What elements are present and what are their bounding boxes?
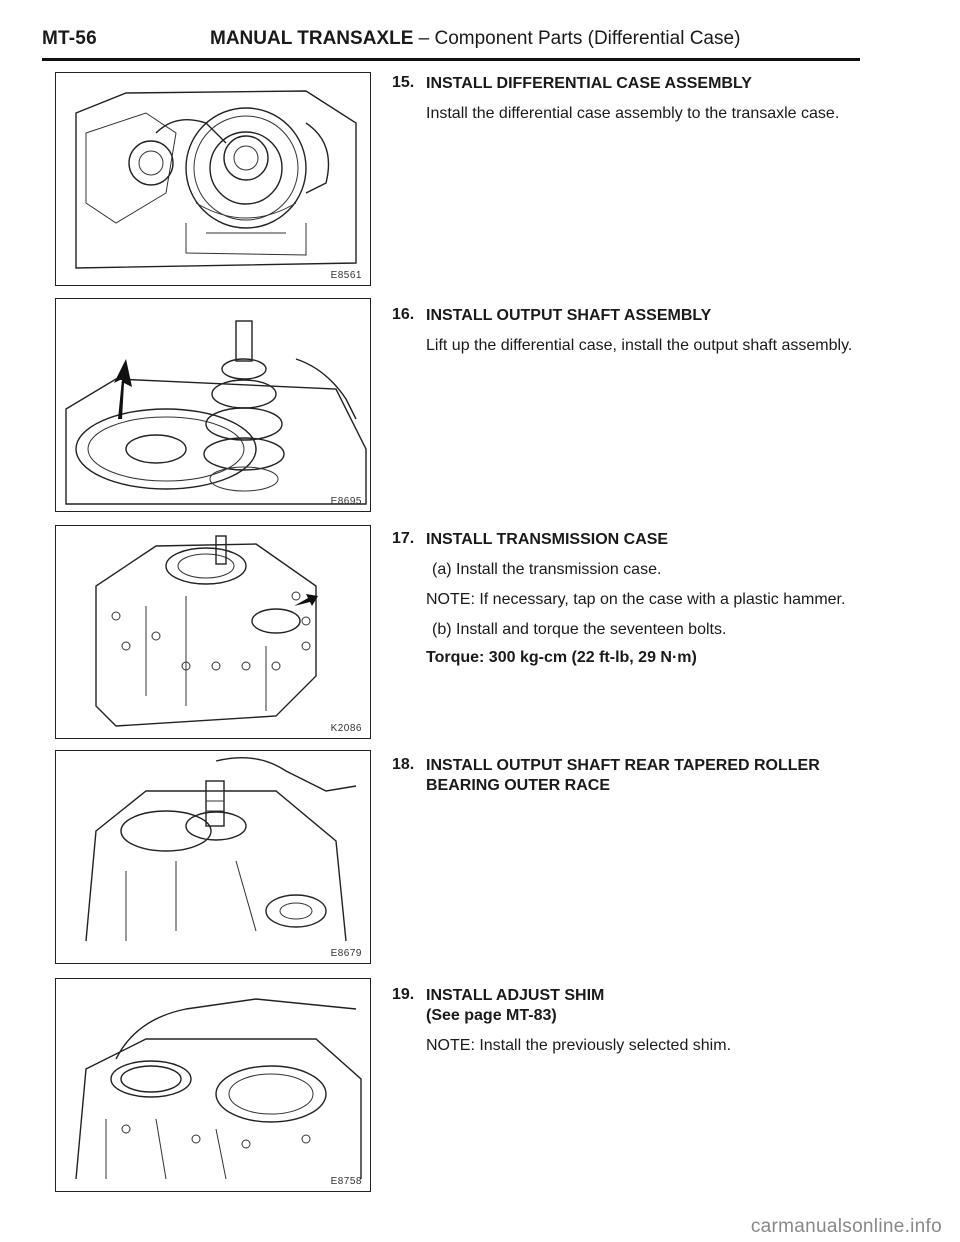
- step-note: NOTE: If necessary, tap on the case with a plastic hammer.: [426, 591, 846, 608]
- step-title: INSTALL TRANSMISSION CASE: [426, 531, 669, 548]
- step-title: INSTALL OUTPUT SHAFT REAR TAPERED ROLLER BEARING OUTER RACE: [426, 757, 820, 794]
- transmission-case-illustration: [56, 526, 370, 738]
- step-title: INSTALL ADJUST SHIM: [426, 987, 605, 1004]
- step-17: [392, 530, 862, 667]
- figure-code: E8758: [330, 1176, 362, 1187]
- step-title: INSTALL OUTPUT SHAFT ASSEMBLY: [426, 307, 712, 324]
- step-item-a: (a) Install the transmission case.: [432, 561, 662, 578]
- figure-differential-case: [55, 72, 371, 286]
- torque-spec: Torque: 300 kg-cm (22 ft-lb, 29 N·m): [426, 649, 697, 666]
- step-note: NOTE: Install the previously selected shim.: [426, 1037, 732, 1054]
- page-number: MT-56: [42, 28, 97, 49]
- step-text: Install the differential case assembly to the transaxle case.: [426, 105, 840, 122]
- figure-output-shaft: [55, 298, 371, 512]
- step-number: 17.: [392, 530, 415, 547]
- output-shaft-illustration: [56, 299, 370, 511]
- step-number: 15.: [392, 74, 415, 91]
- step-15: [392, 74, 862, 124]
- watermark: carmanualsonline.info: [750, 1216, 942, 1237]
- step-title: INSTALL DIFFERENTIAL CASE ASSEMBLY: [426, 75, 752, 92]
- section-title-rest: – Component Parts (Differential Case): [413, 28, 741, 49]
- step-item-b: (b) Install and torque the seventeen bolts.: [432, 621, 727, 638]
- step-number: 19.: [392, 986, 415, 1003]
- page-header: [42, 22, 860, 61]
- outer-race-illustration: [56, 751, 370, 963]
- figure-code: K2086: [330, 723, 362, 734]
- figure-adjust-shim: [55, 978, 371, 1192]
- section-title: [210, 28, 740, 50]
- figure-transmission-case: [55, 525, 371, 739]
- step-18: [392, 756, 862, 796]
- figure-outer-race: [55, 750, 371, 964]
- step-text: Lift up the differential case, install the output shaft assembly.: [426, 337, 853, 354]
- figure-code: E8561: [330, 270, 362, 281]
- differential-case-illustration: [56, 73, 370, 285]
- step-number: 18.: [392, 756, 415, 773]
- step-19: [392, 986, 862, 1056]
- figure-code: E8679: [330, 948, 362, 959]
- adjust-shim-illustration: [56, 979, 370, 1191]
- step-number: 16.: [392, 306, 415, 323]
- section-title-bold: MANUAL TRANSAXLE: [210, 28, 414, 49]
- step-16: [392, 306, 862, 356]
- step-subtitle: (See page MT-83): [426, 1007, 557, 1024]
- figure-code: E8695: [330, 496, 362, 507]
